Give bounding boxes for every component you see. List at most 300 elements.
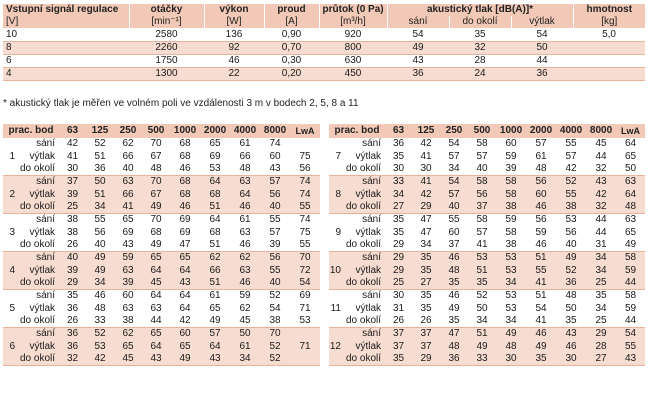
- acoustic-row: [3, 201, 320, 214]
- band-value: 63: [142, 302, 170, 314]
- rpm-unit: [min⁻¹]: [129, 16, 204, 29]
- band-value: 34: [385, 188, 412, 200]
- band-value: 37: [412, 328, 440, 341]
- spec-cell-signal: 6: [3, 55, 129, 68]
- acoustic-row: [329, 252, 645, 265]
- point-number: 9: [329, 226, 343, 238]
- band-value: 57: [200, 328, 230, 341]
- band-value: 67: [142, 188, 170, 200]
- acoustic-row: [3, 353, 320, 366]
- measurement-label: do okolí: [17, 277, 59, 290]
- band-value: 56: [556, 226, 586, 238]
- point-number: [3, 176, 17, 189]
- band-value: 38: [496, 239, 526, 252]
- measurement-label: sání: [343, 252, 385, 265]
- lwa-value: 59: [616, 264, 645, 276]
- band-value: 43: [170, 277, 200, 290]
- acoustic-row: [329, 226, 645, 238]
- spec-cell-rpm: 2260: [129, 42, 204, 55]
- lwa-value: 54: [290, 277, 320, 290]
- lwa-value: [290, 138, 320, 150]
- point-number: [329, 176, 343, 189]
- measurement-label: výtlak: [17, 226, 59, 238]
- point-number: [329, 239, 343, 252]
- band-value: 35: [586, 290, 616, 303]
- band-value: 34: [586, 302, 616, 314]
- measurement-label: výtlak: [343, 264, 385, 276]
- band-value: 74: [260, 138, 290, 150]
- band-value: 29: [412, 201, 440, 214]
- band-value: 34: [586, 252, 616, 265]
- band-value: 64: [200, 214, 230, 227]
- band-value: 57: [468, 150, 496, 162]
- band-value: 37: [385, 341, 412, 353]
- lwa-value: 69: [290, 290, 320, 303]
- measurement-label: do okolí: [343, 277, 385, 290]
- band-value: 48: [230, 163, 260, 176]
- band-value: 32: [59, 353, 86, 366]
- band-value: 36: [440, 353, 468, 366]
- band-value: 63: [230, 176, 260, 189]
- measurement-label: sání: [17, 214, 59, 227]
- band-value: 68: [170, 138, 200, 150]
- spec-cell-current: 0,20: [264, 68, 319, 81]
- lwa-header: LwA: [290, 124, 320, 138]
- measurement-label: do okolí: [343, 315, 385, 328]
- band-value: 62: [200, 252, 230, 265]
- band-value: 62: [230, 302, 260, 314]
- band-value: 46: [230, 201, 260, 214]
- band-value: 51: [526, 252, 556, 265]
- rpm-header: otáčky: [129, 4, 204, 16]
- band-value: 52: [260, 341, 290, 353]
- band-value: 53: [496, 252, 526, 265]
- band-value: 30: [412, 163, 440, 176]
- point-number: [329, 290, 343, 303]
- acoustic-row: [329, 138, 645, 150]
- point-number: 1: [3, 150, 17, 162]
- measurement-note: * akustický tlak je měřen ve volném poli ve vzdálenosti 3 m v bodech 2, 5, 8 a 11: [3, 98, 359, 109]
- spec-cell-suction: 49: [387, 42, 449, 55]
- band-value: 58: [496, 176, 526, 189]
- band-value: 65: [200, 302, 230, 314]
- band-value: 57: [440, 150, 468, 162]
- band-value: 43: [260, 163, 290, 176]
- lwa-value: 44: [616, 315, 645, 328]
- acoustic-body-left: [3, 138, 320, 366]
- acoustic-row: [3, 150, 320, 162]
- point-number: [3, 353, 17, 366]
- lwa-value: 70: [290, 252, 320, 265]
- band-value: 38: [59, 226, 86, 238]
- band-value: 49: [142, 239, 170, 252]
- band-value: 64: [230, 188, 260, 200]
- band-value: 43: [586, 176, 616, 189]
- band-value: 54: [440, 138, 468, 150]
- lwa-value: 71: [290, 341, 320, 353]
- spec-cell-rpm: 1750: [129, 55, 204, 68]
- acoustic-header-right: [329, 124, 645, 138]
- band-value: 34: [586, 264, 616, 276]
- band-value: 49: [142, 201, 170, 214]
- band-value: 55: [260, 214, 290, 227]
- band-value: 64: [170, 264, 200, 276]
- acoustic-row: [3, 315, 320, 328]
- band-value: 30: [385, 163, 412, 176]
- band-value: 40: [440, 201, 468, 214]
- band-value: 61: [230, 214, 260, 227]
- measurement-label: sání: [17, 138, 59, 150]
- band-value: 34: [86, 277, 114, 290]
- acoustic-row: [3, 252, 320, 265]
- measurement-label: sání: [17, 290, 59, 303]
- band-value: 52: [556, 176, 586, 189]
- point-number: 7: [329, 150, 343, 162]
- band-value: 58: [468, 176, 496, 189]
- band-value: 56: [526, 176, 556, 189]
- measurement-label: výtlak: [343, 188, 385, 200]
- band-value: 35: [385, 214, 412, 227]
- band-value: 26: [59, 315, 86, 328]
- lwa-value: 55: [290, 239, 320, 252]
- band-value: 59: [526, 226, 556, 238]
- band-value: 59: [230, 290, 260, 303]
- band-value: 53: [86, 341, 114, 353]
- band-value: 50: [86, 176, 114, 189]
- spec-cell-power: 46: [204, 55, 264, 68]
- lwa-value: 59: [616, 302, 645, 314]
- band-value: 63: [114, 302, 142, 314]
- acoustic-row: [3, 239, 320, 252]
- band-value: 58: [468, 138, 496, 150]
- band-value: 46: [230, 277, 260, 290]
- lwa-value: 44: [616, 277, 645, 290]
- band-value: 56: [526, 214, 556, 227]
- lwa-value: 65: [616, 226, 645, 238]
- band-value: 56: [468, 188, 496, 200]
- band-value: 65: [170, 341, 200, 353]
- band-value: 70: [142, 176, 170, 189]
- band-value: 53: [468, 252, 496, 265]
- band-value: 47: [412, 214, 440, 227]
- point-number: [329, 315, 343, 328]
- band-value: 46: [526, 201, 556, 214]
- band-value: 40: [468, 163, 496, 176]
- band-value: 40: [86, 239, 114, 252]
- signal-header: Vstupní signál regulace: [3, 4, 129, 16]
- band-value: 36: [59, 328, 86, 341]
- band-value: 60: [526, 188, 556, 200]
- freq-header: 125: [412, 124, 440, 138]
- band-value: 59: [496, 150, 526, 162]
- point-number: [329, 252, 343, 265]
- band-value: 46: [556, 341, 586, 353]
- band-value: 38: [59, 214, 86, 227]
- band-value: 68: [170, 176, 200, 189]
- spec-row: [3, 68, 645, 81]
- lwa-value: 64: [616, 138, 645, 150]
- point-number: 2: [3, 188, 17, 200]
- band-value: 49: [556, 252, 586, 265]
- band-value: 56: [86, 226, 114, 238]
- point-number: 11: [330, 302, 341, 314]
- lwa-value: [290, 328, 320, 341]
- spec-cell-suction: 43: [387, 55, 449, 68]
- measurement-label: výtlak: [17, 150, 59, 162]
- freq-header: 63: [385, 124, 412, 138]
- band-value: 59: [114, 252, 142, 265]
- band-value: 44: [586, 226, 616, 238]
- point-number: 10: [329, 264, 341, 276]
- band-value: 58: [496, 188, 526, 200]
- band-value: 40: [556, 239, 586, 252]
- band-value: 33: [468, 353, 496, 366]
- band-value: 38: [260, 315, 290, 328]
- acoustic-row: [3, 226, 320, 238]
- band-value: 51: [86, 188, 114, 200]
- band-value: 49: [496, 328, 526, 341]
- acoustic-body-right: [329, 138, 645, 366]
- band-value: 70: [142, 138, 170, 150]
- point-header: prac. bod: [3, 124, 59, 138]
- spec-unit-row: [3, 16, 645, 29]
- power-unit: [W]: [204, 16, 264, 29]
- freq-header: 250: [440, 124, 468, 138]
- band-value: 27: [586, 353, 616, 366]
- band-value: 61: [230, 341, 260, 353]
- band-value: 30: [556, 353, 586, 366]
- band-value: 61: [200, 290, 230, 303]
- band-value: 37: [385, 328, 412, 341]
- spec-cell-signal: 10: [3, 29, 129, 42]
- acoustic-row: [3, 214, 320, 227]
- band-value: 47: [440, 328, 468, 341]
- band-value: 52: [260, 353, 290, 366]
- band-value: 35: [412, 302, 440, 314]
- band-value: 57: [556, 150, 586, 162]
- lwa-value: 74: [290, 188, 320, 200]
- surroundings-unit: do okolí: [449, 16, 511, 29]
- band-value: 40: [114, 163, 142, 176]
- band-value: 46: [170, 163, 200, 176]
- point-number: [329, 328, 343, 341]
- measurement-label: sání: [343, 290, 385, 303]
- band-value: 30: [59, 163, 86, 176]
- band-value: 44: [586, 214, 616, 227]
- band-value: 35: [412, 264, 440, 276]
- freq-header: 125: [86, 124, 114, 138]
- band-value: 64: [142, 264, 170, 276]
- lwa-value: 74: [290, 214, 320, 227]
- suction-unit: sání: [387, 16, 449, 29]
- lwa-value: 65: [616, 150, 645, 162]
- band-value: 57: [440, 188, 468, 200]
- point-number: [329, 201, 343, 214]
- measurement-label: sání: [343, 214, 385, 227]
- freq-header: 1000: [496, 124, 526, 138]
- band-value: 55: [556, 138, 586, 150]
- band-value: 43: [142, 353, 170, 366]
- spec-row: [3, 29, 645, 42]
- lwa-value: 72: [290, 264, 320, 276]
- band-value: 52: [260, 290, 290, 303]
- band-value: 60: [260, 150, 290, 162]
- point-number: 3: [3, 226, 17, 238]
- acoustic-row: [3, 264, 320, 276]
- spec-cell-flow: 630: [319, 55, 387, 68]
- point-number: 6: [3, 341, 17, 353]
- freq-header: 4000: [230, 124, 260, 138]
- sound-header: akustický tlak [dB(A)]*: [387, 4, 573, 16]
- band-value: 29: [385, 264, 412, 276]
- band-value: 41: [114, 201, 142, 214]
- band-value: 43: [200, 353, 230, 366]
- band-value: 46: [526, 239, 556, 252]
- band-value: 34: [496, 277, 526, 290]
- band-value: 38: [496, 201, 526, 214]
- band-value: 51: [526, 290, 556, 303]
- acoustic-row: [329, 214, 645, 227]
- lwa-value: 63: [616, 214, 645, 227]
- band-value: 35: [412, 252, 440, 265]
- band-value: 42: [86, 353, 114, 366]
- band-value: 28: [586, 341, 616, 353]
- band-value: 29: [59, 277, 86, 290]
- point-header: prac. bod: [329, 124, 385, 138]
- spec-cell-suction: 36: [387, 68, 449, 81]
- spec-cell-weight: [573, 55, 645, 68]
- band-value: 58: [468, 214, 496, 227]
- band-value: 57: [260, 176, 290, 189]
- spec-row: [3, 55, 645, 68]
- point-number: [329, 138, 343, 150]
- measurement-label: sání: [17, 328, 59, 341]
- measurement-label: výtlak: [343, 302, 385, 314]
- band-value: 49: [200, 315, 230, 328]
- spec-cell-surroundings: 28: [449, 55, 511, 68]
- band-value: 50: [556, 302, 586, 314]
- band-value: 52: [86, 328, 114, 341]
- measurement-label: do okolí: [17, 239, 59, 252]
- measurement-label: výtlak: [343, 226, 385, 238]
- lwa-value: 54: [616, 328, 645, 341]
- flow-unit: [m³/h]: [319, 16, 387, 29]
- acoustic-row: [329, 302, 645, 314]
- lwa-value: 64: [616, 188, 645, 200]
- lwa-header: LwA: [616, 124, 645, 138]
- band-value: 62: [114, 138, 142, 150]
- band-value: 34: [412, 239, 440, 252]
- band-value: 64: [200, 176, 230, 189]
- band-value: 68: [200, 226, 230, 238]
- freq-header: 2000: [526, 124, 556, 138]
- band-value: 48: [440, 341, 468, 353]
- band-value: 41: [412, 150, 440, 162]
- spec-cell-weight: [573, 42, 645, 55]
- band-value: 65: [142, 328, 170, 341]
- band-value: 35: [412, 290, 440, 303]
- band-value: 70: [142, 214, 170, 227]
- band-value: 34: [440, 163, 468, 176]
- acoustic-row: [329, 328, 645, 341]
- band-value: 68: [142, 226, 170, 238]
- band-value: 34: [468, 315, 496, 328]
- measurement-label: do okolí: [343, 201, 385, 214]
- band-value: 54: [440, 176, 468, 189]
- band-value: 25: [59, 201, 86, 214]
- band-value: 50: [230, 328, 260, 341]
- band-value: 37: [59, 176, 86, 189]
- lwa-value: 53: [290, 315, 320, 328]
- measurement-label: sání: [343, 328, 385, 341]
- lwa-value: 58: [616, 252, 645, 265]
- band-value: 53: [556, 214, 586, 227]
- band-value: 25: [385, 277, 412, 290]
- band-value: 46: [86, 290, 114, 303]
- band-value: 36: [59, 341, 86, 353]
- band-value: 60: [114, 290, 142, 303]
- band-value: 36: [556, 277, 586, 290]
- weight-unit: [kg]: [573, 16, 645, 29]
- point-number: [329, 214, 343, 227]
- point-number: [3, 315, 17, 328]
- spec-header-row: [3, 4, 645, 16]
- point-number: [329, 353, 343, 366]
- freq-header: 8000: [260, 124, 290, 138]
- spec-cell-power: 22: [204, 68, 264, 81]
- band-value: 40: [260, 201, 290, 214]
- measurement-label: do okolí: [343, 239, 385, 252]
- band-value: 40: [260, 277, 290, 290]
- band-value: 64: [170, 302, 200, 314]
- freq-header: 1000: [170, 124, 200, 138]
- signal-unit: [V]: [3, 16, 129, 29]
- lwa-value: 58: [616, 290, 645, 303]
- discharge-unit: výtlak: [511, 16, 573, 29]
- point-number: [3, 328, 17, 341]
- measurement-label: do okolí: [343, 353, 385, 366]
- band-value: 52: [468, 290, 496, 303]
- acoustic-row: [3, 290, 320, 303]
- band-value: 34: [86, 201, 114, 214]
- measurement-label: do okolí: [17, 201, 59, 214]
- band-value: 60: [170, 328, 200, 341]
- band-value: 60: [440, 226, 468, 238]
- acoustic-row: [329, 176, 645, 189]
- lwa-value: 63: [616, 176, 645, 189]
- current-header: proud: [264, 4, 319, 16]
- spec-cell-discharge: 50: [511, 42, 573, 55]
- lwa-value: 48: [616, 201, 645, 214]
- acoustic-row: [329, 150, 645, 162]
- spec-cell-surroundings: 24: [449, 68, 511, 81]
- band-value: 37: [468, 201, 496, 214]
- band-value: 48: [556, 290, 586, 303]
- acoustic-row: [3, 341, 320, 353]
- band-value: 45: [586, 138, 616, 150]
- band-value: 29: [586, 328, 616, 341]
- freq-header: 2000: [200, 124, 230, 138]
- band-value: 49: [86, 264, 114, 276]
- band-value: 48: [440, 264, 468, 276]
- band-value: 64: [142, 341, 170, 353]
- band-value: 48: [526, 163, 556, 176]
- spec-cell-weight: [573, 68, 645, 81]
- acoustic-header-left: [3, 124, 320, 138]
- measurement-label: do okolí: [17, 163, 59, 176]
- band-value: 51: [86, 150, 114, 162]
- band-value: 62: [230, 252, 260, 265]
